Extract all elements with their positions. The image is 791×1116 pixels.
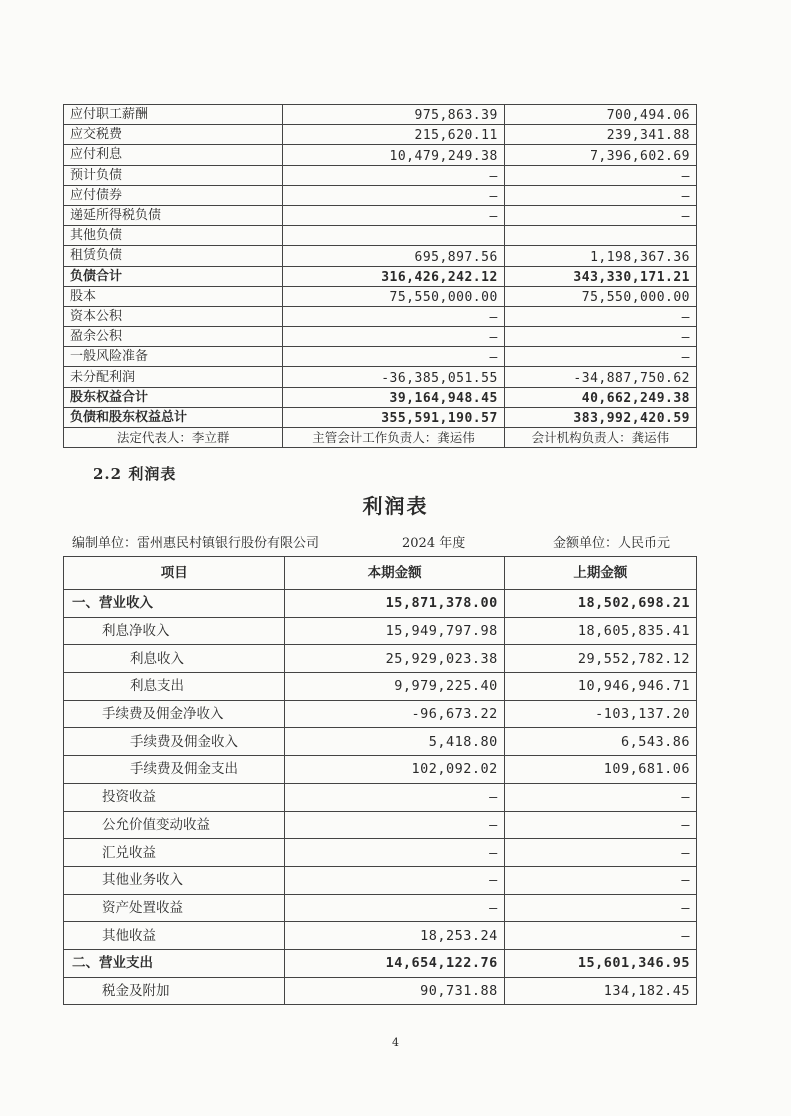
table-row xyxy=(64,145,697,165)
row-label: 汇兑收益 xyxy=(64,839,285,867)
row-label: 预计负债 xyxy=(64,165,283,185)
row-label: 未分配利润 xyxy=(64,367,283,387)
prior-amount: 75,550,000.00 xyxy=(504,286,696,306)
balance-sheet-body xyxy=(64,105,697,428)
current-amount: 10,479,249.38 xyxy=(283,145,504,165)
table-row xyxy=(64,407,697,427)
table-row xyxy=(64,645,697,673)
prior-amount: – xyxy=(504,347,696,367)
prior-amount: – xyxy=(504,811,696,839)
row-label: 股东权益合计 xyxy=(64,387,283,407)
table-row xyxy=(64,839,697,867)
signature-row xyxy=(64,428,697,448)
table-row xyxy=(64,387,697,407)
currency-label: 金额单位：人民币元 xyxy=(553,536,671,551)
current-amount: 695,897.56 xyxy=(283,246,504,266)
table-row xyxy=(64,811,697,839)
current-amount: – xyxy=(285,783,504,811)
table-row xyxy=(64,165,697,185)
period-label: 2024 年度 xyxy=(402,536,466,551)
prior-amount: 7,396,602.69 xyxy=(504,145,696,165)
table-row xyxy=(64,327,697,347)
row-label: 应付利息 xyxy=(64,145,283,165)
prior-amount: 29,552,782.12 xyxy=(504,645,696,673)
row-label: 应付职工薪酬 xyxy=(64,105,283,125)
row-label: 递延所得税负债 xyxy=(64,205,283,225)
table-row xyxy=(64,125,697,145)
prior-amount: -34,887,750.62 xyxy=(504,367,696,387)
prior-amount: 18,605,835.41 xyxy=(504,617,696,645)
table-row xyxy=(64,205,697,225)
row-label: 手续费及佣金净收入 xyxy=(64,700,285,728)
row-label: 其他业务收入 xyxy=(64,866,285,894)
income-header-row xyxy=(64,557,697,590)
row-label: 负债和股东权益总计 xyxy=(64,407,283,427)
table-row xyxy=(64,367,697,387)
row-label: 税金及附加 xyxy=(64,977,285,1005)
prior-amount: – xyxy=(504,922,696,950)
row-label: 利息收入 xyxy=(64,645,285,673)
current-amount: 102,092.02 xyxy=(285,756,504,784)
current-amount: – xyxy=(283,185,504,205)
row-label: 公允价值变动收益 xyxy=(64,811,285,839)
current-amount: 975,863.39 xyxy=(283,105,504,125)
table-row xyxy=(64,866,697,894)
current-amount: – xyxy=(285,839,504,867)
table-row xyxy=(64,922,697,950)
legal-representative: 法定代表人：李立群 xyxy=(64,428,283,448)
current-amount: 39,164,948.45 xyxy=(283,387,504,407)
row-label: 应付债券 xyxy=(64,185,283,205)
table-row xyxy=(64,977,697,1005)
income-statement-body xyxy=(64,590,697,1005)
prior-amount: 10,946,946.71 xyxy=(504,673,696,701)
header-item: 项目 xyxy=(64,557,285,590)
header-prior: 上期金额 xyxy=(504,557,696,590)
prior-amount: 134,182.45 xyxy=(504,977,696,1005)
row-label: 负债合计 xyxy=(64,266,283,286)
preparer-label: 编制单位：雷州惠民村镇银行股份有限公司 xyxy=(72,536,320,551)
prior-amount: 239,341.88 xyxy=(504,125,696,145)
current-amount xyxy=(283,226,504,246)
income-statement-table xyxy=(63,556,697,1005)
table-row xyxy=(64,673,697,701)
prior-amount: – xyxy=(504,894,696,922)
prior-amount: – xyxy=(504,327,696,347)
table-row xyxy=(64,700,697,728)
prior-amount: 383,992,420.59 xyxy=(504,407,696,427)
table-row xyxy=(64,590,697,618)
prior-amount: 15,601,346.95 xyxy=(504,949,696,977)
prior-amount: – xyxy=(504,205,696,225)
row-label: 资产处置收益 xyxy=(64,894,285,922)
current-amount: – xyxy=(283,205,504,225)
prior-amount: 1,198,367.36 xyxy=(504,246,696,266)
balance-sheet-table xyxy=(63,104,697,448)
row-label: 其他收益 xyxy=(64,922,285,950)
prior-amount: -103,137.20 xyxy=(504,700,696,728)
prior-amount: 700,494.06 xyxy=(504,105,696,125)
current-amount: -36,385,051.55 xyxy=(283,367,504,387)
statement-title: 利润表 xyxy=(362,494,429,518)
current-amount: 14,654,122.76 xyxy=(285,949,504,977)
prior-amount: – xyxy=(504,165,696,185)
current-amount: 215,620.11 xyxy=(283,125,504,145)
table-row xyxy=(64,306,697,326)
table-row xyxy=(64,347,697,367)
prior-amount xyxy=(504,226,696,246)
table-row xyxy=(64,246,697,266)
row-label: 其他负债 xyxy=(64,226,283,246)
row-label: 盈余公积 xyxy=(64,327,283,347)
table-row xyxy=(64,105,697,125)
current-amount: 25,929,023.38 xyxy=(285,645,504,673)
header-current: 本期金额 xyxy=(285,557,504,590)
table-row xyxy=(64,266,697,286)
row-label: 一、营业收入 xyxy=(64,590,285,618)
prior-amount: 18,502,698.21 xyxy=(504,590,696,618)
row-label: 租赁负债 xyxy=(64,246,283,266)
current-amount: 355,591,190.57 xyxy=(283,407,504,427)
row-label: 股本 xyxy=(64,286,283,306)
current-amount: 5,418.80 xyxy=(285,728,504,756)
current-amount: -96,673.22 xyxy=(285,700,504,728)
accounting-org-head: 会计机构负责人：龚运伟 xyxy=(504,428,696,448)
table-row xyxy=(64,617,697,645)
current-amount: – xyxy=(285,811,504,839)
current-amount: 18,253.24 xyxy=(285,922,504,950)
table-row xyxy=(64,728,697,756)
row-label: 利息支出 xyxy=(64,673,285,701)
current-amount: 15,871,378.00 xyxy=(285,590,504,618)
prior-amount: – xyxy=(504,783,696,811)
accounting-head: 主管会计工作负责人：龚运伟 xyxy=(283,428,504,448)
row-label: 投资收益 xyxy=(64,783,285,811)
table-row xyxy=(64,756,697,784)
current-amount: – xyxy=(283,347,504,367)
row-label: 手续费及佣金支出 xyxy=(64,756,285,784)
current-amount: 9,979,225.40 xyxy=(285,673,504,701)
row-label: 利息净收入 xyxy=(64,617,285,645)
table-row xyxy=(64,949,697,977)
current-amount: 316,426,242.12 xyxy=(283,266,504,286)
prior-amount: 40,662,249.38 xyxy=(504,387,696,407)
table-row xyxy=(64,185,697,205)
prior-amount: 6,543.86 xyxy=(504,728,696,756)
prior-amount: – xyxy=(504,866,696,894)
table-row xyxy=(64,226,697,246)
row-label: 资本公积 xyxy=(64,306,283,326)
current-amount: 75,550,000.00 xyxy=(283,286,504,306)
current-amount: 90,731.88 xyxy=(285,977,504,1005)
row-label: 手续费及佣金收入 xyxy=(64,728,285,756)
prior-amount: – xyxy=(504,839,696,867)
row-label: 一般风险准备 xyxy=(64,347,283,367)
table-row xyxy=(64,783,697,811)
prior-amount: – xyxy=(504,185,696,205)
row-label: 二、营业支出 xyxy=(64,949,285,977)
prior-amount: 343,330,171.21 xyxy=(504,266,696,286)
page-number: 4 xyxy=(392,1036,399,1049)
current-amount: – xyxy=(283,165,504,185)
current-amount: – xyxy=(283,306,504,326)
table-row xyxy=(64,894,697,922)
current-amount: – xyxy=(285,866,504,894)
current-amount: 15,949,797.98 xyxy=(285,617,504,645)
current-amount: – xyxy=(283,327,504,347)
prior-amount: 109,681.06 xyxy=(504,756,696,784)
current-amount: – xyxy=(285,894,504,922)
section-heading: 2.2 利润表 xyxy=(93,465,177,483)
row-label: 应交税费 xyxy=(64,125,283,145)
table-row xyxy=(64,286,697,306)
prior-amount: – xyxy=(504,306,696,326)
